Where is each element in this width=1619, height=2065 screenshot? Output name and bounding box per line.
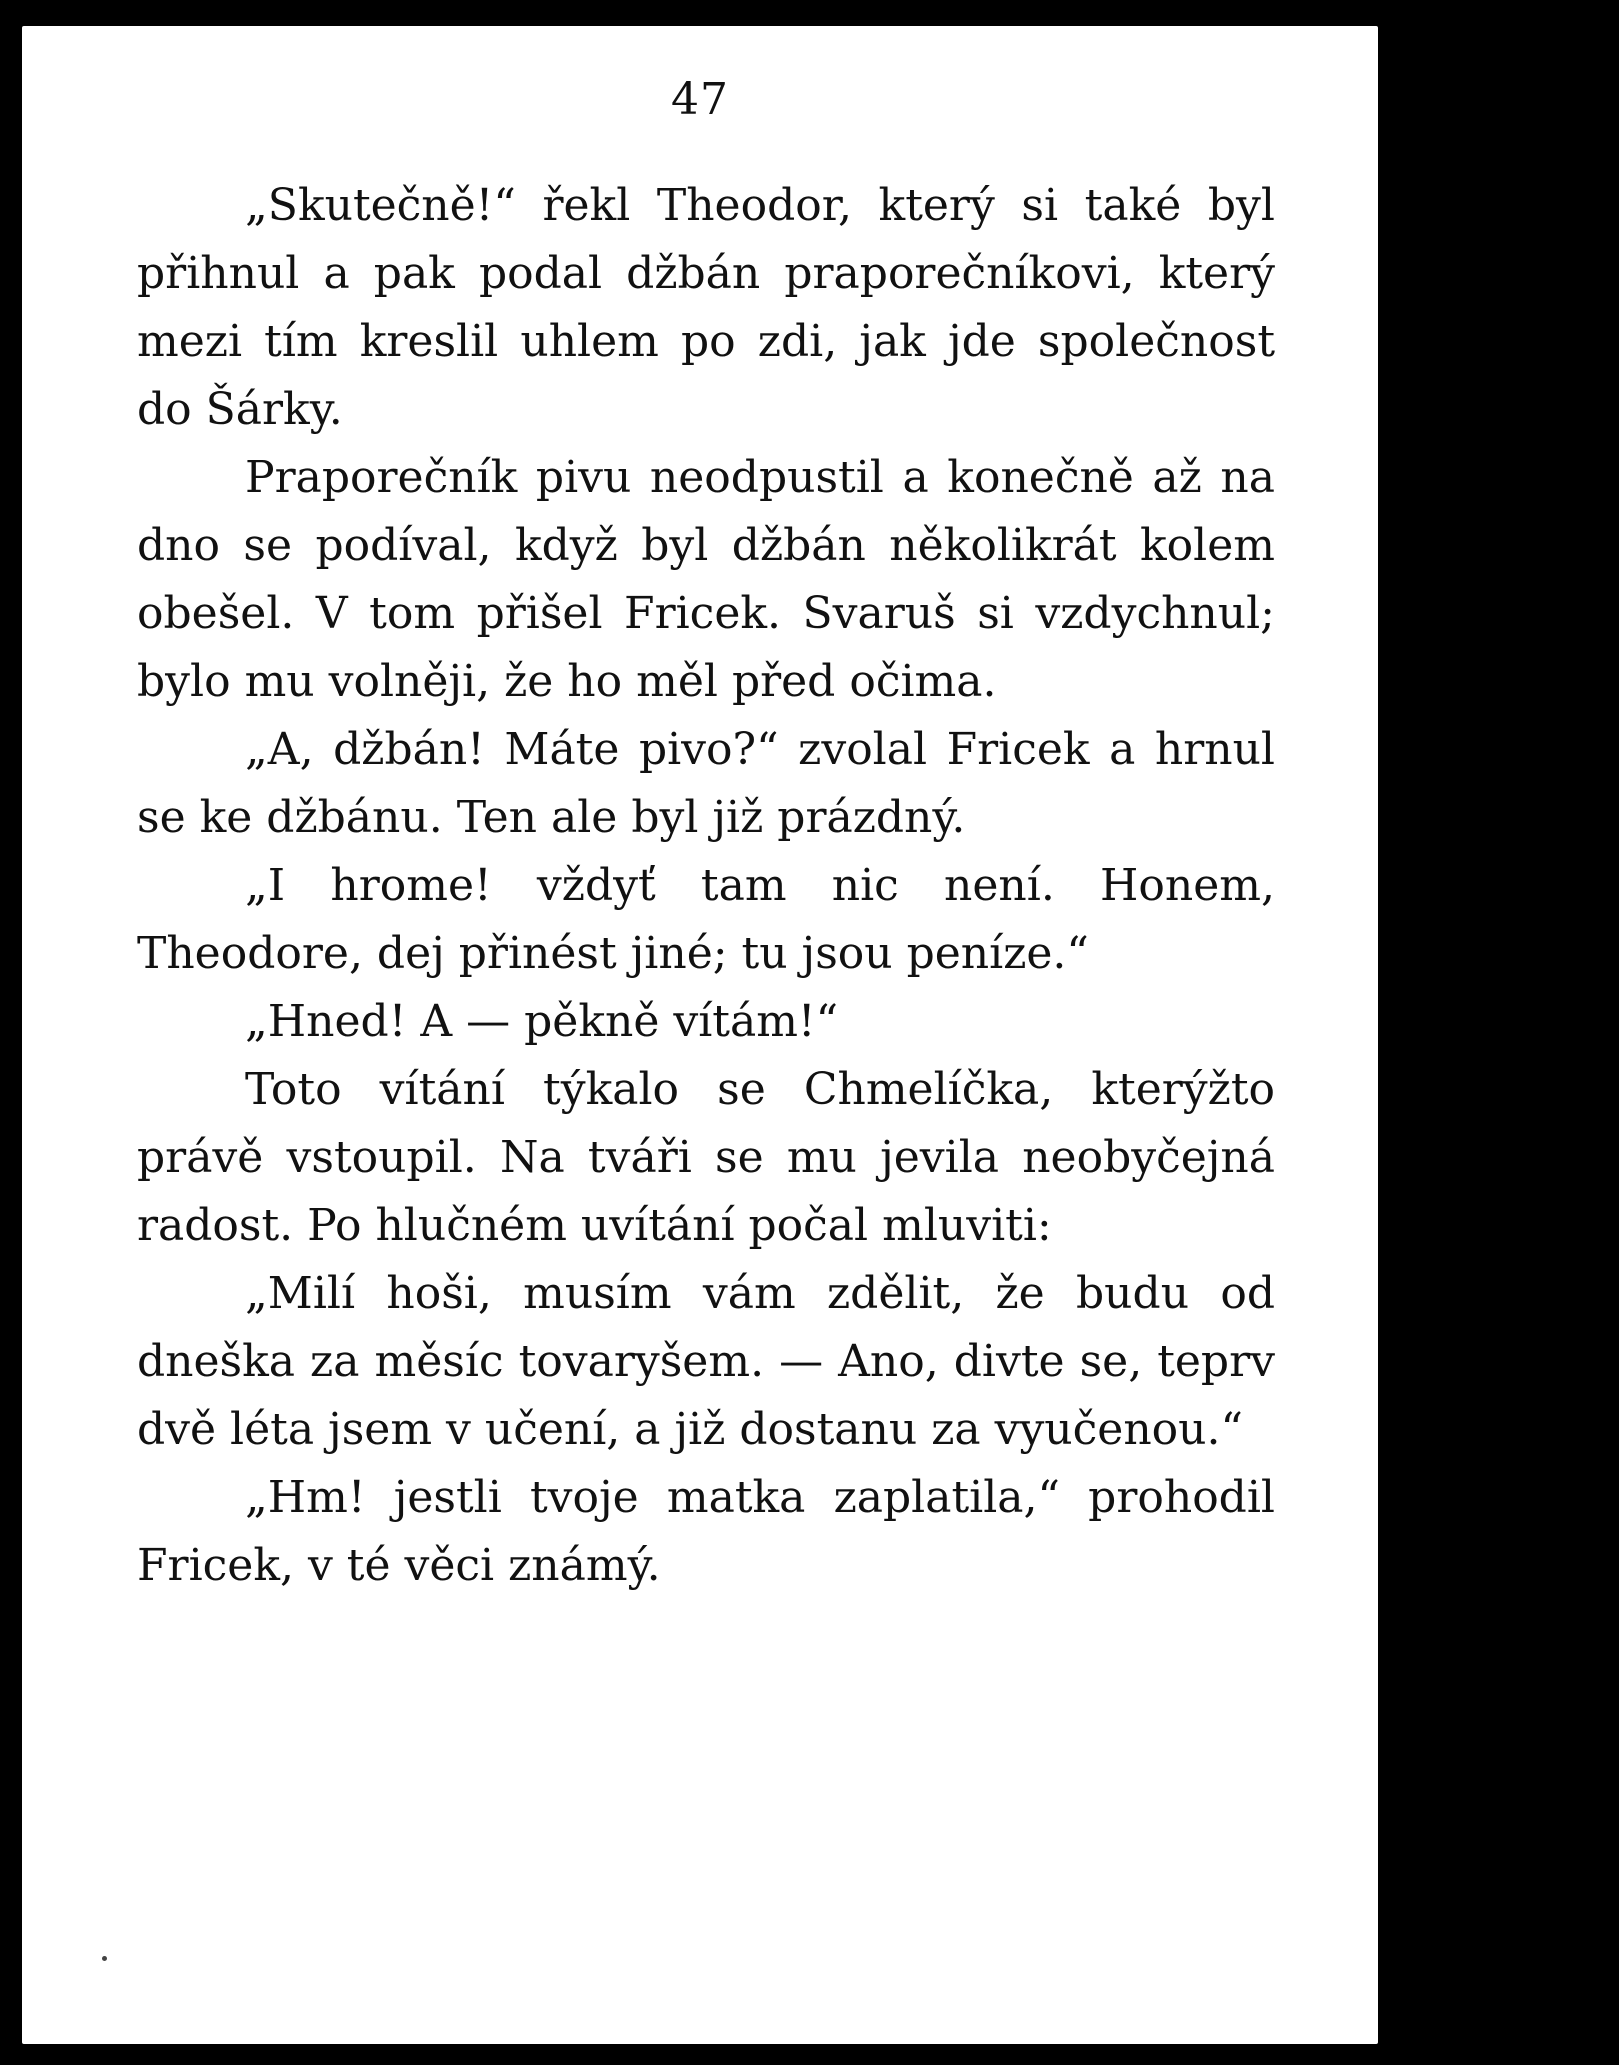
page-number: 47 <box>671 74 729 125</box>
paragraph: „Hned! A — pěkně vítám!“ <box>245 996 839 1047</box>
body-text <box>137 172 1275 1600</box>
paragraph: „Hm! jestli tvoje matka zaplatila,“ prohodil Fricek, v té věci známý. <box>137 1472 1275 1591</box>
paragraph: „A, džbán! Máte pivo?“ zvolal Fricek a hrnul se ke džbánu. Ten ale byl již prázdný. <box>137 724 1275 843</box>
book-page <box>22 26 1378 2044</box>
paragraph: „Milí hoši, musím vám zdělit, že budu od dneška za měsíc tovaryšem. — Ano, divte se, teprv dvě léta jsem v učení, a již dostanu za vyučenou.“ <box>137 1268 1275 1455</box>
paragraph: „I hrome! vždyť tam nic není. Honem, Theodore, dej přinést jiné; tu jsou peníze.“ <box>137 860 1275 979</box>
paragraph: Toto vítání týkalo se Chmelíčka, kterýžto právě vstoupil. Na tváři se mu jevila neobyčejná radost. Po hlučném uvítání počal mluviti: <box>137 1064 1275 1251</box>
paragraph: „Skutečně!“ řekl Theodor, který si také byl přihnul a pak podal džbán praporečníkovi, který mezi tím kreslil uhlem po zdi, jak jde společnost do Šárky. <box>137 180 1275 435</box>
scan-speck <box>102 1956 107 1961</box>
paragraph: Praporečník pivu neodpustil a konečně až na dno se podíval, když byl džbán několikrát kolem obešel. V tom přišel Fricek. Svaruš si vzdychnul; bylo mu volněji, že ho měl před očima. <box>137 452 1275 707</box>
